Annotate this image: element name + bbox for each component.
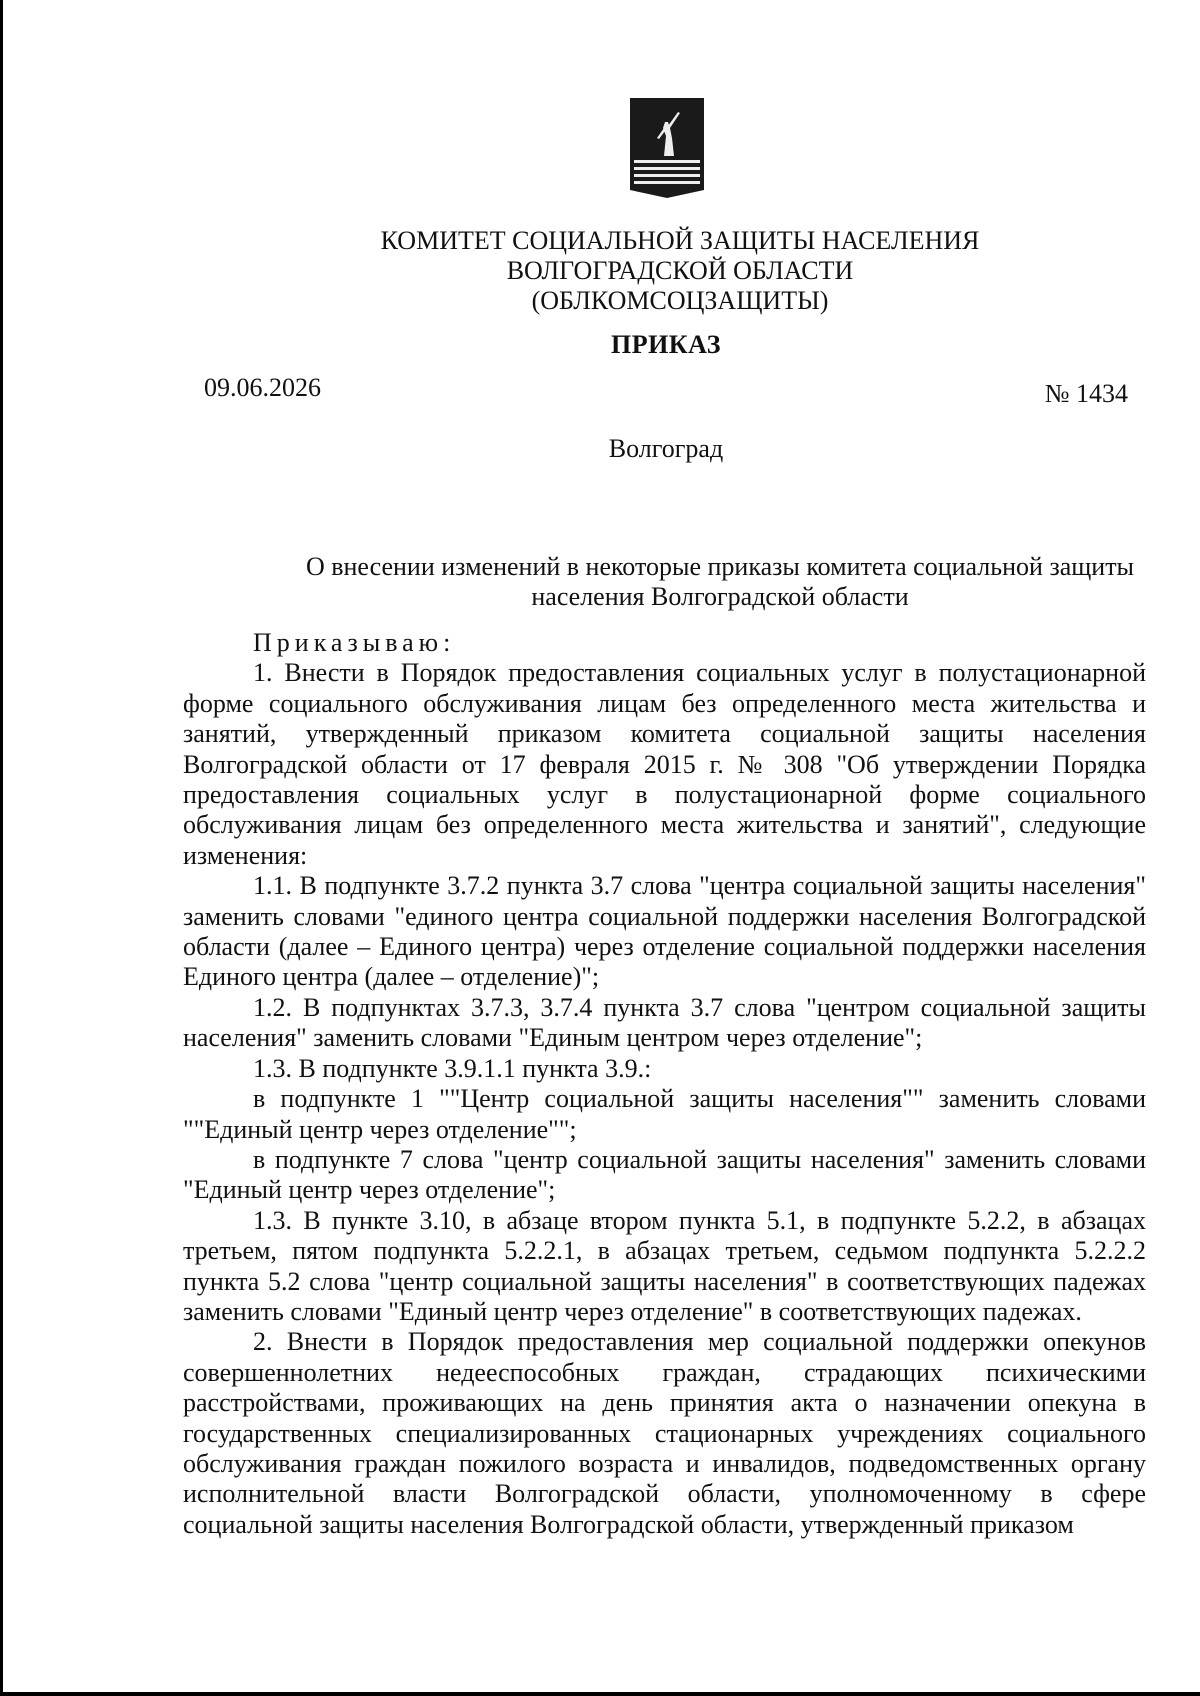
paragraph-1-3-sub-7: в подпункте 7 слова "центр социальной защиты населения" заменить словами "Единый центр через отделение"; [183, 1144, 1146, 1205]
org-name-line-2: ВОЛГОГРАДСКОЙ ОБЛАСТИ [506, 256, 854, 285]
org-name-line-3: (ОБЛКОМСОЦЗАЩИТЫ) [531, 286, 829, 315]
volgograd-coat-of-arms-emblem [630, 98, 704, 198]
org-name-line-1: КОМИТЕТ СОЦИАЛЬНОЙ ЗАЩИТЫ НАСЕЛЕНИЯ [380, 226, 980, 255]
order-number: № 1434 [1044, 379, 1128, 408]
paragraph-1-3: 1.3. В подпункте 3.9.1.1 пункта 3.9.: [253, 1053, 652, 1083]
order-date: 09.06.2026 [204, 373, 321, 402]
paragraph-1-2: 1.2. В подпунктах 3.7.3, 3.7.4 пункта 3.7 слова "центром социальной защиты населения" заменить словами "Единым центром через отделение"; [183, 992, 1146, 1053]
preamble: Приказываю: [253, 628, 456, 657]
order-subject [290, 552, 1150, 612]
paragraph-1: 1. Внести в Порядок предоставления социальных услуг в полустационарной форме социального обслуживания лицам без определенного места жительства и занятий, утвержденный приказом комитета социальной защиты населения Волгоградской области от 17 февраля 2015 г. № 308 "Об утверждении Порядка предоставления социальных услуг в полустационарной форме социального обслуживания лицам без определенного места жительства и занятий", следующие изменения: [183, 658, 1146, 870]
scan-border-bottom [0, 1692, 1200, 1696]
paragraph-1-3-sub-1: в подпункте 1 ""Центр социальной защиты населения"" заменить словами ""Единый центр через отделение""; [183, 1084, 1146, 1144]
organization-header [340, 226, 1020, 316]
order-city: Волгоград [608, 434, 724, 463]
paragraph-2: 2. Внести в Порядок предоставления мер социальной поддержки опекунов совершеннолетних недееспособных граждан, страдающих психическими расстройствами, проживающих на день принятия акта о назначении опекуна в государственных специализированных стационарных учреждениях социального обслуживания граждан пожилого возраста и инвалидов, подведомственных органу исполнительной власти Волгоградской области, уполномоченному в сфере социальной защиты населения Волгоградской области, утвержденный приказом [183, 1327, 1146, 1539]
paragraph-1-1: 1.1. В подпункте 3.7.2 пункта 3.7 слова "центра социальной защиты населения" заменить словами "единого центра социальной поддержки населения Волгоградской области (далее – Единого центра) через отделение социальной поддержки населения Единого центра (далее – отделение)"; [183, 871, 1146, 992]
scan-border-left [0, 0, 3, 1696]
subject-line-1: О внесении изменений в некоторые приказы комитета социальной защиты [305, 552, 1135, 581]
paragraph-1-3-second: 1.3. В пункте 3.10, в абзаце втором пункта 5.1, в подпункте 5.2.2, в абзацах третьем, пятом подпункта 5.2.2.1, в абзацах третьем, седьмом подпункта 5.2.2.2 пункта 5.2 слова "центр социальной защиты населения" в соответствующих падежах заменить словами "Единый центр через отделение" в соответствующих падежах. [183, 1205, 1146, 1326]
document-type-title: ПРИКАЗ [610, 330, 722, 359]
subject-line-2: населения Волгоградской области [531, 582, 909, 611]
order-body [183, 628, 1146, 1540]
